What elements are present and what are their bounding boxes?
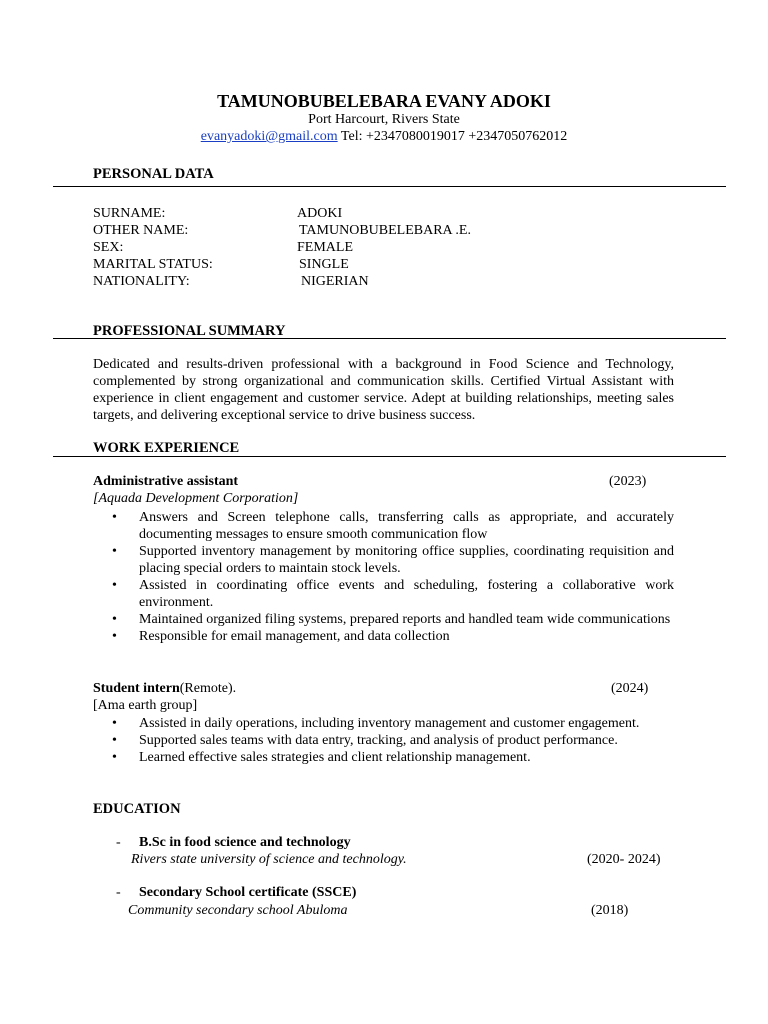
list-item: • Learned effective sales strategies and client relationship management. [112,749,682,766]
summary-heading: PROFESSIONAL SUMMARY [93,323,286,339]
education-heading: EDUCATION [93,801,181,817]
job-role: Administrative assistant [93,474,239,489]
personal-label: OTHER NAME: [93,223,189,238]
personal-value: SINGLE [299,257,349,272]
list-item: • Assisted in coordinating office events and scheduling, fostering a collaborative work environment. [112,577,674,611]
education-year: (2018) [591,903,629,918]
list-item: • Answers and Screen telephone calls, transferring calls as appropriate, and accurately documenting messages to ensure smooth communication flow [112,509,674,543]
resume-name: TAMUNOBUBELEBARA EVANY ADOKI [217,91,551,111]
degree-title: B.Sc in food science and technology [139,835,351,850]
section-divider [53,186,726,187]
work-experience-heading: WORK EXPERIENCE [93,440,240,456]
school-name: Community secondary school Abuloma [128,903,348,918]
job-company: [Aquada Development Corporation] [93,491,299,506]
job-role: Student intern [93,681,180,696]
personal-value: ADOKI [297,206,343,221]
email-link[interactable]: evanyadoki@gmail.com [200,129,338,144]
list-item: • Supported sales teams with data entry, tracking, and analysis of product performance. [112,732,682,749]
degree-title: Secondary School certificate (SSCE) [139,885,357,900]
list-dash: - [116,835,121,850]
job-role-suffix: (Remote). [179,681,237,696]
address: Port Harcourt, Rivers State [308,112,460,127]
summary-text: Dedicated and results-driven professional with a background in Food Science and Technology, complemented by strong organizational and communication skills. Certified Virtual Assistant with experience in client engagement and customer service. Adept at building relationships, meeting sales targets, and delivering exceptional service to drive business success. [93,357,674,423]
job-title [93,473,238,490]
personal-data-heading: PERSONAL DATA [93,166,214,182]
school-name: Rivers state university of science and technology. [131,852,407,867]
list-item: • Supported inventory management by monitoring office supplies, coordinating requisition and placing special orders to maintain stock levels. [112,543,674,577]
personal-value: NIGERIAN [301,274,369,289]
list-item: • Assisted in daily operations, including inventory management and customer engagement. [112,715,682,732]
personal-value: FEMALE [297,240,353,255]
personal-label: SURNAME: [93,206,166,221]
job-year: (2024) [611,681,649,696]
phone-numbers: Tel: +2347080019017 +2347050762012 [337,129,568,144]
job-company: [Ama earth group] [93,698,198,713]
personal-label: SEX: [93,240,124,255]
job-year: (2023) [609,474,647,489]
job-duties-list [112,715,682,766]
personal-label: MARITAL STATUS: [93,257,213,272]
personal-value: TAMUNOBUBELEBARA .E. [299,223,471,238]
list-item: • Maintained organized filing systems, prepared reports and handled team wide communications [112,611,674,628]
personal-label: NATIONALITY: [93,274,190,289]
job-duties-list [112,509,674,645]
education-year: (2020- 2024) [587,852,661,867]
contact-line [0,128,768,145]
list-item: • Responsible for email management, and data collection [112,628,674,645]
job-title [93,680,236,697]
list-dash: - [116,885,121,900]
section-divider [53,456,726,457]
section-divider [53,338,726,339]
